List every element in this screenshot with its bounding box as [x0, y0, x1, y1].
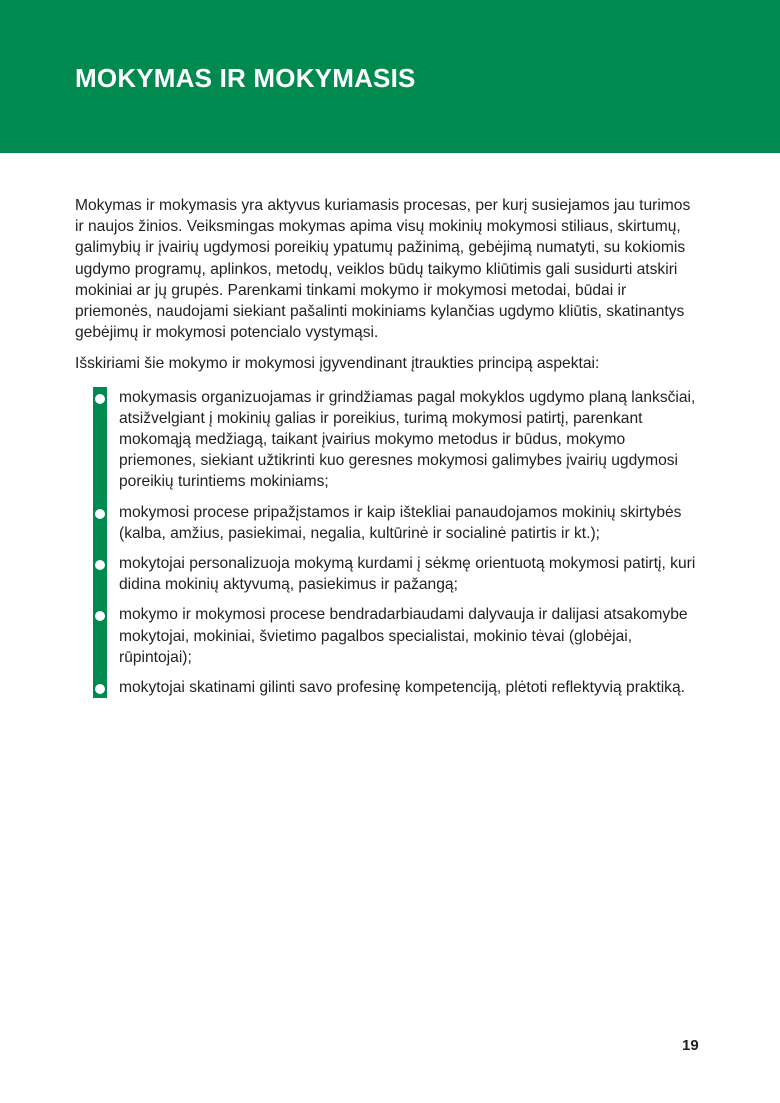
list-item-text: mokymasis organizuojamas ir grindžiamas pagal mokyklos ugdymo planą lanksčiai, atsižvelgiant į mokinių galias ir poreikius, turimą mokymosi patirtį, parenkant mokomąją medžiagą, taikant įvairius mokymo metodus ir būdus, mokymo priemones, siekiant užtikrinti kuo geresnes mokymosi galimybes įvairių ugdymosi poreikių turintiems mokiniams; [119, 388, 696, 491]
bullet-dot-icon [95, 684, 105, 694]
body-paragraph: Mokymas ir mokymasis yra aktyvus kuriamasis procesas, per kurį susiejamos jau turimos ir naujos žinios. Veiksmingas mokymas apima visų mokinių mokymosi stiliaus, skirtumų, galimybių ir įvairių ugdymosi poreikių ypatumų pažinimą, gebėjimą numatyti, su kokiomis ugdymo programų, aplinkos, metodų, veiklos būdų taikymo kliūtimis gali susidurti atskiri mokiniai ar jų grupės. Parenkami tinkami mokymo ir mokymosi metodai, būdai ir priemonės, naudojami siekiant pašalinti mokiniams kylančias ugdymo kliūtis, skatinantys gebėjimų ir mokymosi potencialo vystymąsi. [75, 197, 691, 342]
list-item [75, 387, 700, 493]
list-item [75, 604, 700, 668]
page-title: MOKYMAS IR MOKYMASIS [75, 63, 416, 93]
list-intro: Išskiriami šie mokymo ir mokymosi įgyvendinant įtraukties principą aspektai: [75, 355, 600, 373]
aspects-list [75, 387, 700, 699]
page-number: 19 [682, 1037, 699, 1054]
bullet-dot-icon [95, 611, 105, 621]
list-item-text: mokymosi procese pripažįstamos ir kaip ištekliai panaudojamos mokinių skirtybės (kalba, amžius, pasiekimai, negalia, kultūrinė ir socialinė patirtis ir kt.); [119, 503, 682, 542]
bullet-dot-icon [95, 394, 105, 404]
bullet-dot-icon [95, 560, 105, 570]
list-item-text: mokytojai personalizuoja mokymą kurdami į sėkmę orientuotą mokymosi patirtį, kuri didina mokinių aktyvumą, pasiekimus ir pažangą; [119, 555, 696, 594]
main-content [75, 195, 700, 707]
list-item [75, 677, 700, 698]
list-item [75, 553, 700, 595]
bullet-dot-icon [95, 509, 105, 519]
list-item-text: mokymo ir mokymosi procese bendradarbiaudami dalyvauja ir dalijasi atsakomybe mokytojai, mokiniai, švietimo pagalbos specialistai, mokinio tėvai (globėjai, rūpintojai); [119, 606, 688, 666]
list-item [75, 502, 700, 544]
list-item-text: mokytojai skatinami gilinti savo profesinę kompetenciją, plėtoti reflektyvią praktiką. [119, 679, 685, 697]
